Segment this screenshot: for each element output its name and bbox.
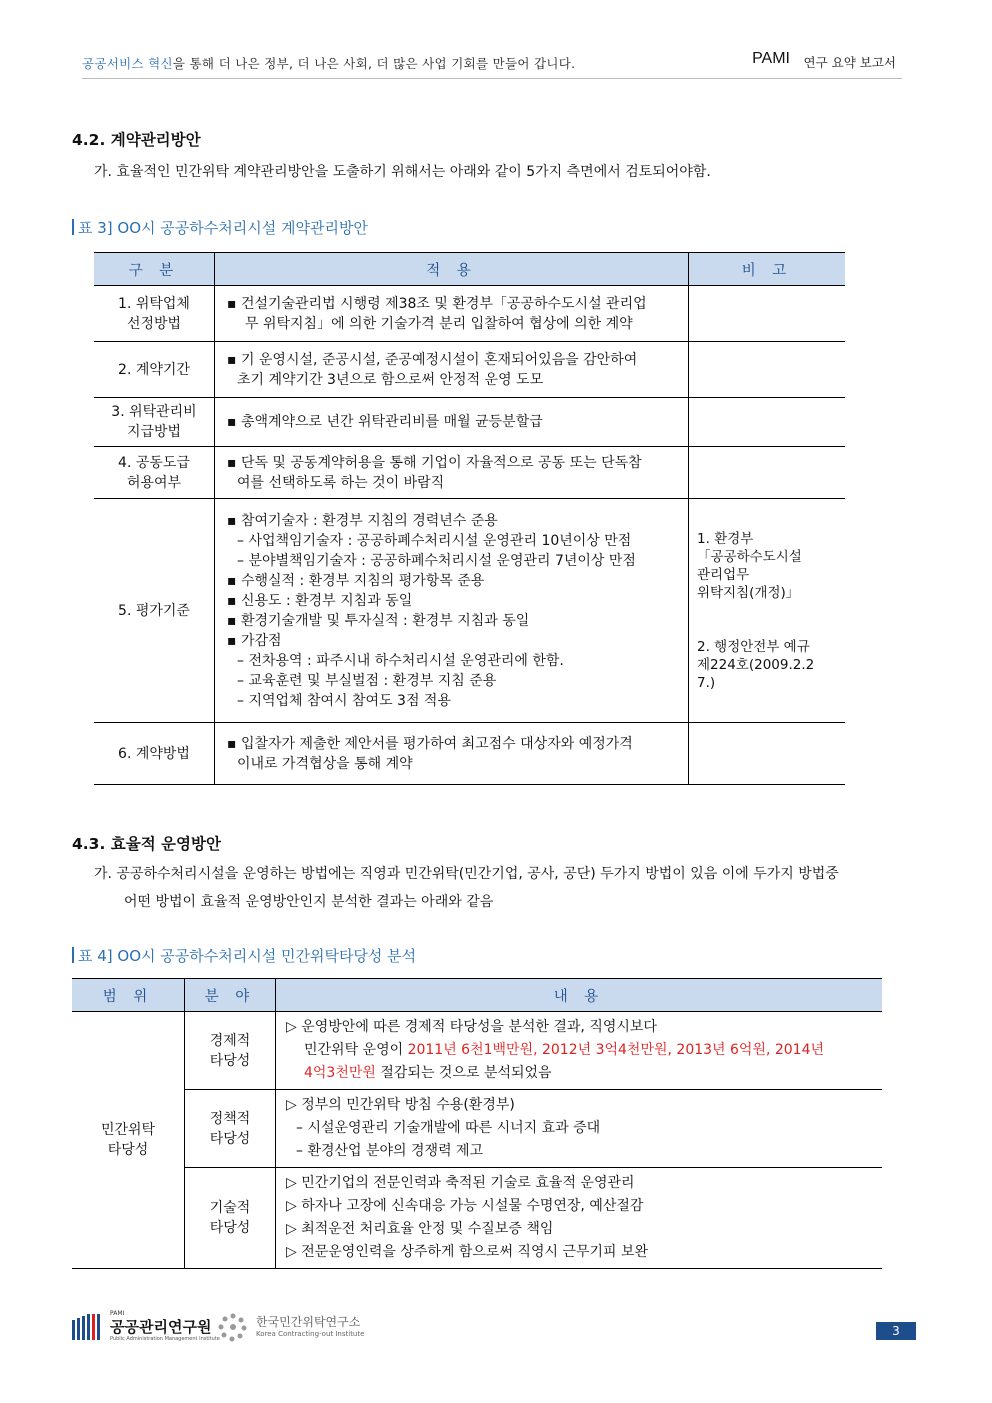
content-cell: ▷ 민간기업의 전문인력과 축적된 기술로 효율적 운영관리 ▷ 하자나 고장에 신속대응 가능 시설물 수명연장, 예산절감 ▷ 최적운전 처리효율 안정 및 수질보증 책임 ▷ 전문운영인력을 상주하게 함으로써 직영시 근무기피 보완 xyxy=(276,1168,883,1269)
table-row xyxy=(94,447,845,499)
page-number-badge: 3 xyxy=(876,1322,916,1340)
table3-caption: 표 3] OO시 공공하수처리시설 계약관리방안 xyxy=(72,217,368,238)
table-row xyxy=(94,342,845,398)
row-note: 1. 환경부 「공공하수도시설 관리업무 위탁지침(개정)」 2. 행정안전부 예규 제224호(2009.2.2 7.) xyxy=(689,499,846,723)
page-header xyxy=(82,50,902,79)
kci-logo-icon xyxy=(218,1312,248,1342)
table-row xyxy=(72,1012,882,1090)
field-cell: 정책적 타당성 xyxy=(185,1090,276,1168)
table-header-cell: 적 용 xyxy=(215,253,689,286)
section-para-4-3-line2: 어떤 방법이 효율적 운영방안인지 분석한 결과는 아래와 같음 xyxy=(124,894,494,910)
row-content: ▪ 건설기술관리법 시행령 제38조 및 환경부「공공하수도시설 관리업 무 위탁지침」에 의한 기술가격 분리 입찰하여 협상에 의한 계약 xyxy=(215,286,689,342)
row-note xyxy=(689,447,846,499)
table-header-cell: 비 고 xyxy=(689,253,846,286)
table-row xyxy=(94,398,845,447)
row-content: ▪ 기 운영시설, 준공시설, 준공예정시설이 혼재되어있음을 감안하여 초기 계약기간 3년으로 함으로써 안정적 운영 도모 xyxy=(215,342,689,398)
row-note xyxy=(689,398,846,447)
row-content: ▪ 단독 및 공동계약허용을 통해 기업이 자율적으로 공동 또는 단독참 여를 선택하도록 하는 것이 바람직 xyxy=(215,447,689,499)
table4-caption: 표 4] OO시 공공하수처리시설 민간위탁타당성 분석 xyxy=(72,945,416,966)
header-tagline: 공공서비스 혁신을 통해 더 나은 정부, 더 나은 사회, 더 많은 사업 기회를 만들어 갑니다. xyxy=(82,56,576,71)
table-row xyxy=(72,1168,882,1269)
table-header-row xyxy=(72,979,882,1012)
row-content: ▪ 입찰자가 제출한 제안서를 평가하여 최고점수 대상자와 예정가격 이내로 가격협상을 통해 계약 xyxy=(215,723,689,785)
table-header-cell: 범 위 xyxy=(72,979,185,1012)
section-title-4-2: 4.2. 계약관리방안 xyxy=(72,131,201,149)
header-report-title: 연구 요약 보고서 xyxy=(803,55,896,70)
row-category: 6. 계약방법 xyxy=(94,723,215,785)
field-cell: 기술적 타당성 xyxy=(185,1168,276,1269)
header-brand: PAMI xyxy=(752,50,790,67)
table4 xyxy=(72,978,882,1269)
row-category: 4. 공동도급 허용여부 xyxy=(94,447,215,499)
row-category: 2. 계약기간 xyxy=(94,342,215,398)
row-content: ▪ 총액계약으로 년간 위탁관리비를 매월 균등분할급 xyxy=(215,398,689,447)
table-header-cell: 분 야 xyxy=(185,979,276,1012)
pami-logo: PAMI 공공관리연구원 Public Administration Management Institute xyxy=(72,1310,222,1344)
content-cell: ▷ 운영방안에 따른 경제적 타당성을 분석한 결과, 직영시보다 민간위탁 운영이 2011년 6천1백만원, 2012년 3억4천만원, 2013년 6억원, 2014년 4억3천만원 절감되는 것으로 분석되었음 xyxy=(276,1012,883,1090)
kci-logo: 한국민간위탁연구소 Korea Contracting-out Institute xyxy=(218,1310,368,1344)
field-cell: 경제적 타당성 xyxy=(185,1012,276,1090)
table-row xyxy=(94,723,845,785)
row-category: 5. 평가기준 xyxy=(94,499,215,723)
section-title-4-3: 4.3. 효율적 운영방안 xyxy=(72,835,221,853)
row-note xyxy=(689,342,846,398)
table-header-cell: 구 분 xyxy=(94,253,215,286)
pami-logo-icon xyxy=(72,1314,102,1340)
table-row xyxy=(94,286,845,342)
table-row xyxy=(72,1090,882,1168)
row-note xyxy=(689,723,846,785)
section-para-4-3-line1: 가. 공공하수처리시설을 운영하는 방법에는 직영과 민간위탁(민간기업, 공사, 공단) 두가지 방법이 있음 이에 두가지 방법중 xyxy=(94,866,839,882)
row-note xyxy=(689,286,846,342)
table3 xyxy=(94,252,845,785)
section-para-4-2: 가. 효율적인 민간위탁 계약관리방안을 도출하기 위해서는 아래와 같이 5가지 측면에서 검토되어야함. xyxy=(94,164,711,180)
table-header-cell: 내 용 xyxy=(276,979,883,1012)
row-content: ▪ 참여기술자 : 환경부 지침의 경력년수 준용 – 사업책임기술자 : 공공하폐수처리시설 운영관리 10년이상 만점 – 분야별책임기술자 : 공공하폐수처리시설 운영관리 7년이상 만점 ▪ 수행실적 : 환경부 지침의 평가항목 준용 ▪ 신용도 : 환경부 지침과 동일 ▪ 환경기술개발 및 투자실적 : 환경부 지침과 동일 ▪ 가감점 – 전차용역 : 파주시내 하수처리시설 운영관리에 한함. – 교육훈련 및 부실벌점 : 환경부 지침 준용 – 지역업체 참여시 참여도 3점 적용 xyxy=(215,499,689,723)
row-category: 1. 위탁업체 선정방법 xyxy=(94,286,215,342)
row-category: 3. 위탁관리비 지급방법 xyxy=(94,398,215,447)
content-cell: ▷ 정부의 민간위탁 방침 수용(환경부) – 시설운영관리 기술개발에 따른 시너지 효과 증대 – 환경산업 분야의 경쟁력 제고 xyxy=(276,1090,883,1168)
table-header-row xyxy=(94,253,845,286)
table-row xyxy=(94,499,845,723)
scope-cell: 민간위탁 타당성 xyxy=(72,1012,185,1269)
